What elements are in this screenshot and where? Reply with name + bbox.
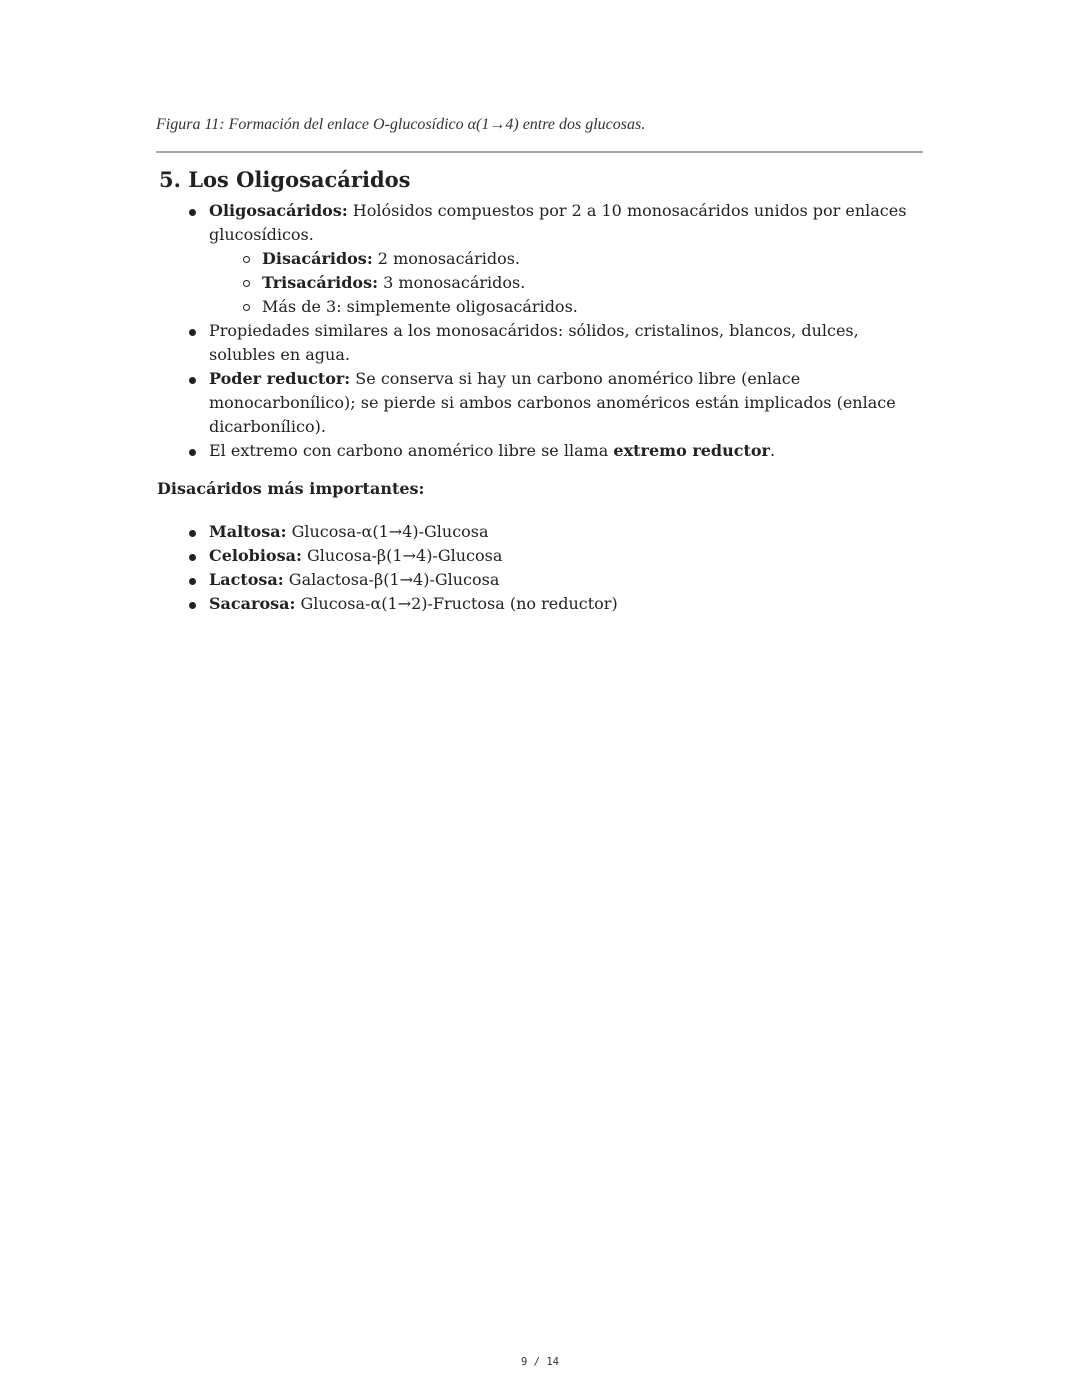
definition: Se conserva si hay un carbono anomérico libre (enlace monocarbonílico); se pierde si ambos carbonos anoméricos están implicados (enlace dicarbonílico). xyxy=(209,369,896,436)
term: extremo reductor xyxy=(613,441,770,460)
list-item xyxy=(209,520,618,544)
page-number: 9 / 14 xyxy=(521,1356,559,1368)
list-item xyxy=(209,592,618,616)
definition: Galactosa-β(1→4)-Glucosa xyxy=(283,570,500,589)
definition: Holósidos compuestos por 2 a 10 monosacáridos unidos por enlaces glucosídicos. xyxy=(209,201,907,244)
list-item xyxy=(209,439,929,463)
definition: Glucosa-α(1→2)-Fructosa (no reductor) xyxy=(295,594,618,613)
definition: Propiedades similares a los monosacáridos: sólidos, cristalinos, blancos, dulces, solubles en agua. xyxy=(209,321,859,364)
definition: Glucosa-β(1→4)-Glucosa xyxy=(301,546,503,565)
sub-list-item xyxy=(262,295,929,319)
sub-list-item xyxy=(262,247,929,271)
term: Poder reductor: xyxy=(209,369,351,388)
definition: Más de 3: simplemente oligosacáridos. xyxy=(262,297,578,316)
sub-list-item xyxy=(262,271,929,295)
list-item xyxy=(209,544,618,568)
list-item xyxy=(209,568,618,592)
disaccharides-heading: Disacáridos más importantes: xyxy=(157,479,425,498)
definition: 2 monosacáridos. xyxy=(372,249,520,268)
definition: El extremo con carbono anomérico libre se llama xyxy=(209,441,614,460)
term: Trisacáridos: xyxy=(262,273,379,292)
figure-caption: Figura 11: Formación del enlace O-glucosídico α(1→4) entre dos glucosas. xyxy=(156,116,646,133)
list-item xyxy=(209,319,929,367)
definition: Glucosa-α(1→4)-Glucosa xyxy=(286,522,489,541)
definition: 3 monosacáridos. xyxy=(378,273,526,292)
term: Celobiosa: xyxy=(209,546,302,565)
term: Maltosa: xyxy=(209,522,287,541)
horizontal-rule xyxy=(156,151,923,153)
disaccharides-list xyxy=(209,520,618,616)
punctuation: . xyxy=(769,441,776,460)
term: Sacarosa: xyxy=(209,594,296,613)
term: Disacáridos: xyxy=(262,249,373,268)
section-title: 5. Los Oligosacáridos xyxy=(159,167,411,192)
term: Lactosa: xyxy=(209,570,284,589)
list-item xyxy=(209,367,929,439)
list-item xyxy=(209,199,929,319)
sub-list xyxy=(262,247,929,319)
term: Oligosacáridos: xyxy=(209,201,348,220)
oligosaccharide-list xyxy=(209,199,929,463)
